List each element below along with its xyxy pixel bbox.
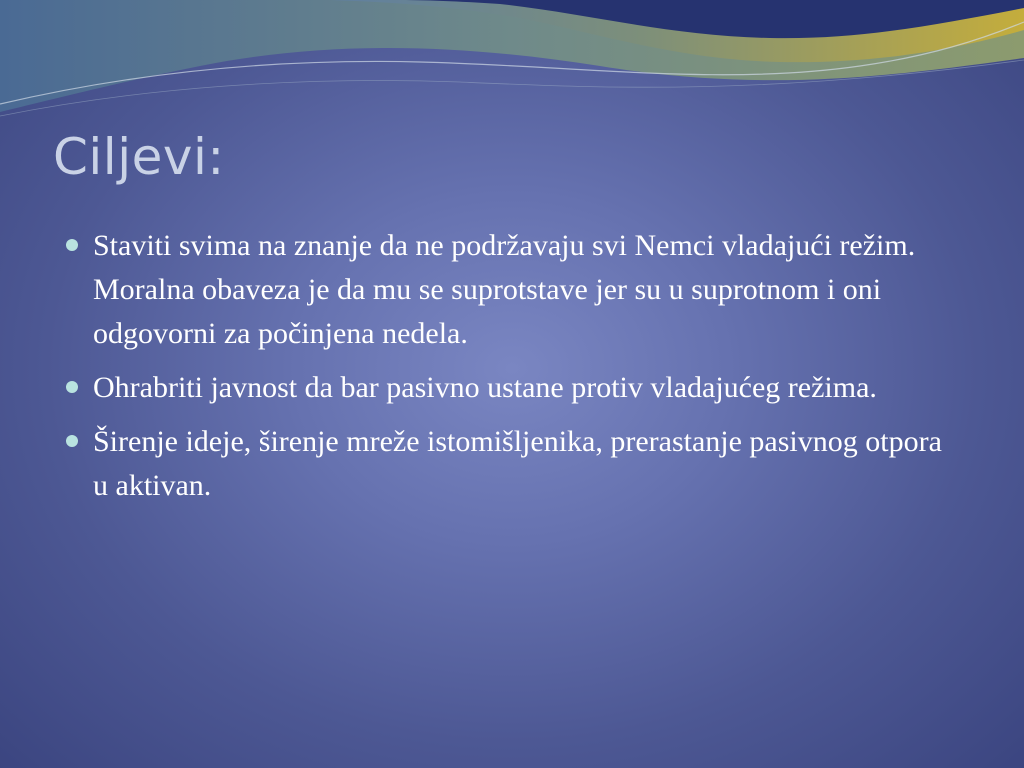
slide-title: Ciljevi: xyxy=(53,128,225,186)
bullet-dot-icon xyxy=(66,435,78,447)
bullet-item xyxy=(64,224,964,356)
bullet-dot-icon xyxy=(66,239,78,251)
decorative-wave-header xyxy=(0,0,1024,120)
bullet-item xyxy=(64,420,964,508)
bullet-dot-icon xyxy=(66,381,78,393)
bullet-item xyxy=(64,366,964,410)
bullet-text: Ohrabriti javnost da bar pasivno ustane protiv vladajućeg režima. xyxy=(93,371,877,404)
bullet-list xyxy=(64,224,964,518)
bullet-text: Širenje ideje, širenje mreže istomišljenika, prerastanje pasivnog otpora u aktivan. xyxy=(93,425,942,502)
bullet-text: Staviti svima na znanje da ne podržavaju svi Nemci vladajući režim. Moralna obaveza je da mu se suprotstave jer su u suprotnom i oni odgovorni za počinjena nedela. xyxy=(93,229,916,350)
